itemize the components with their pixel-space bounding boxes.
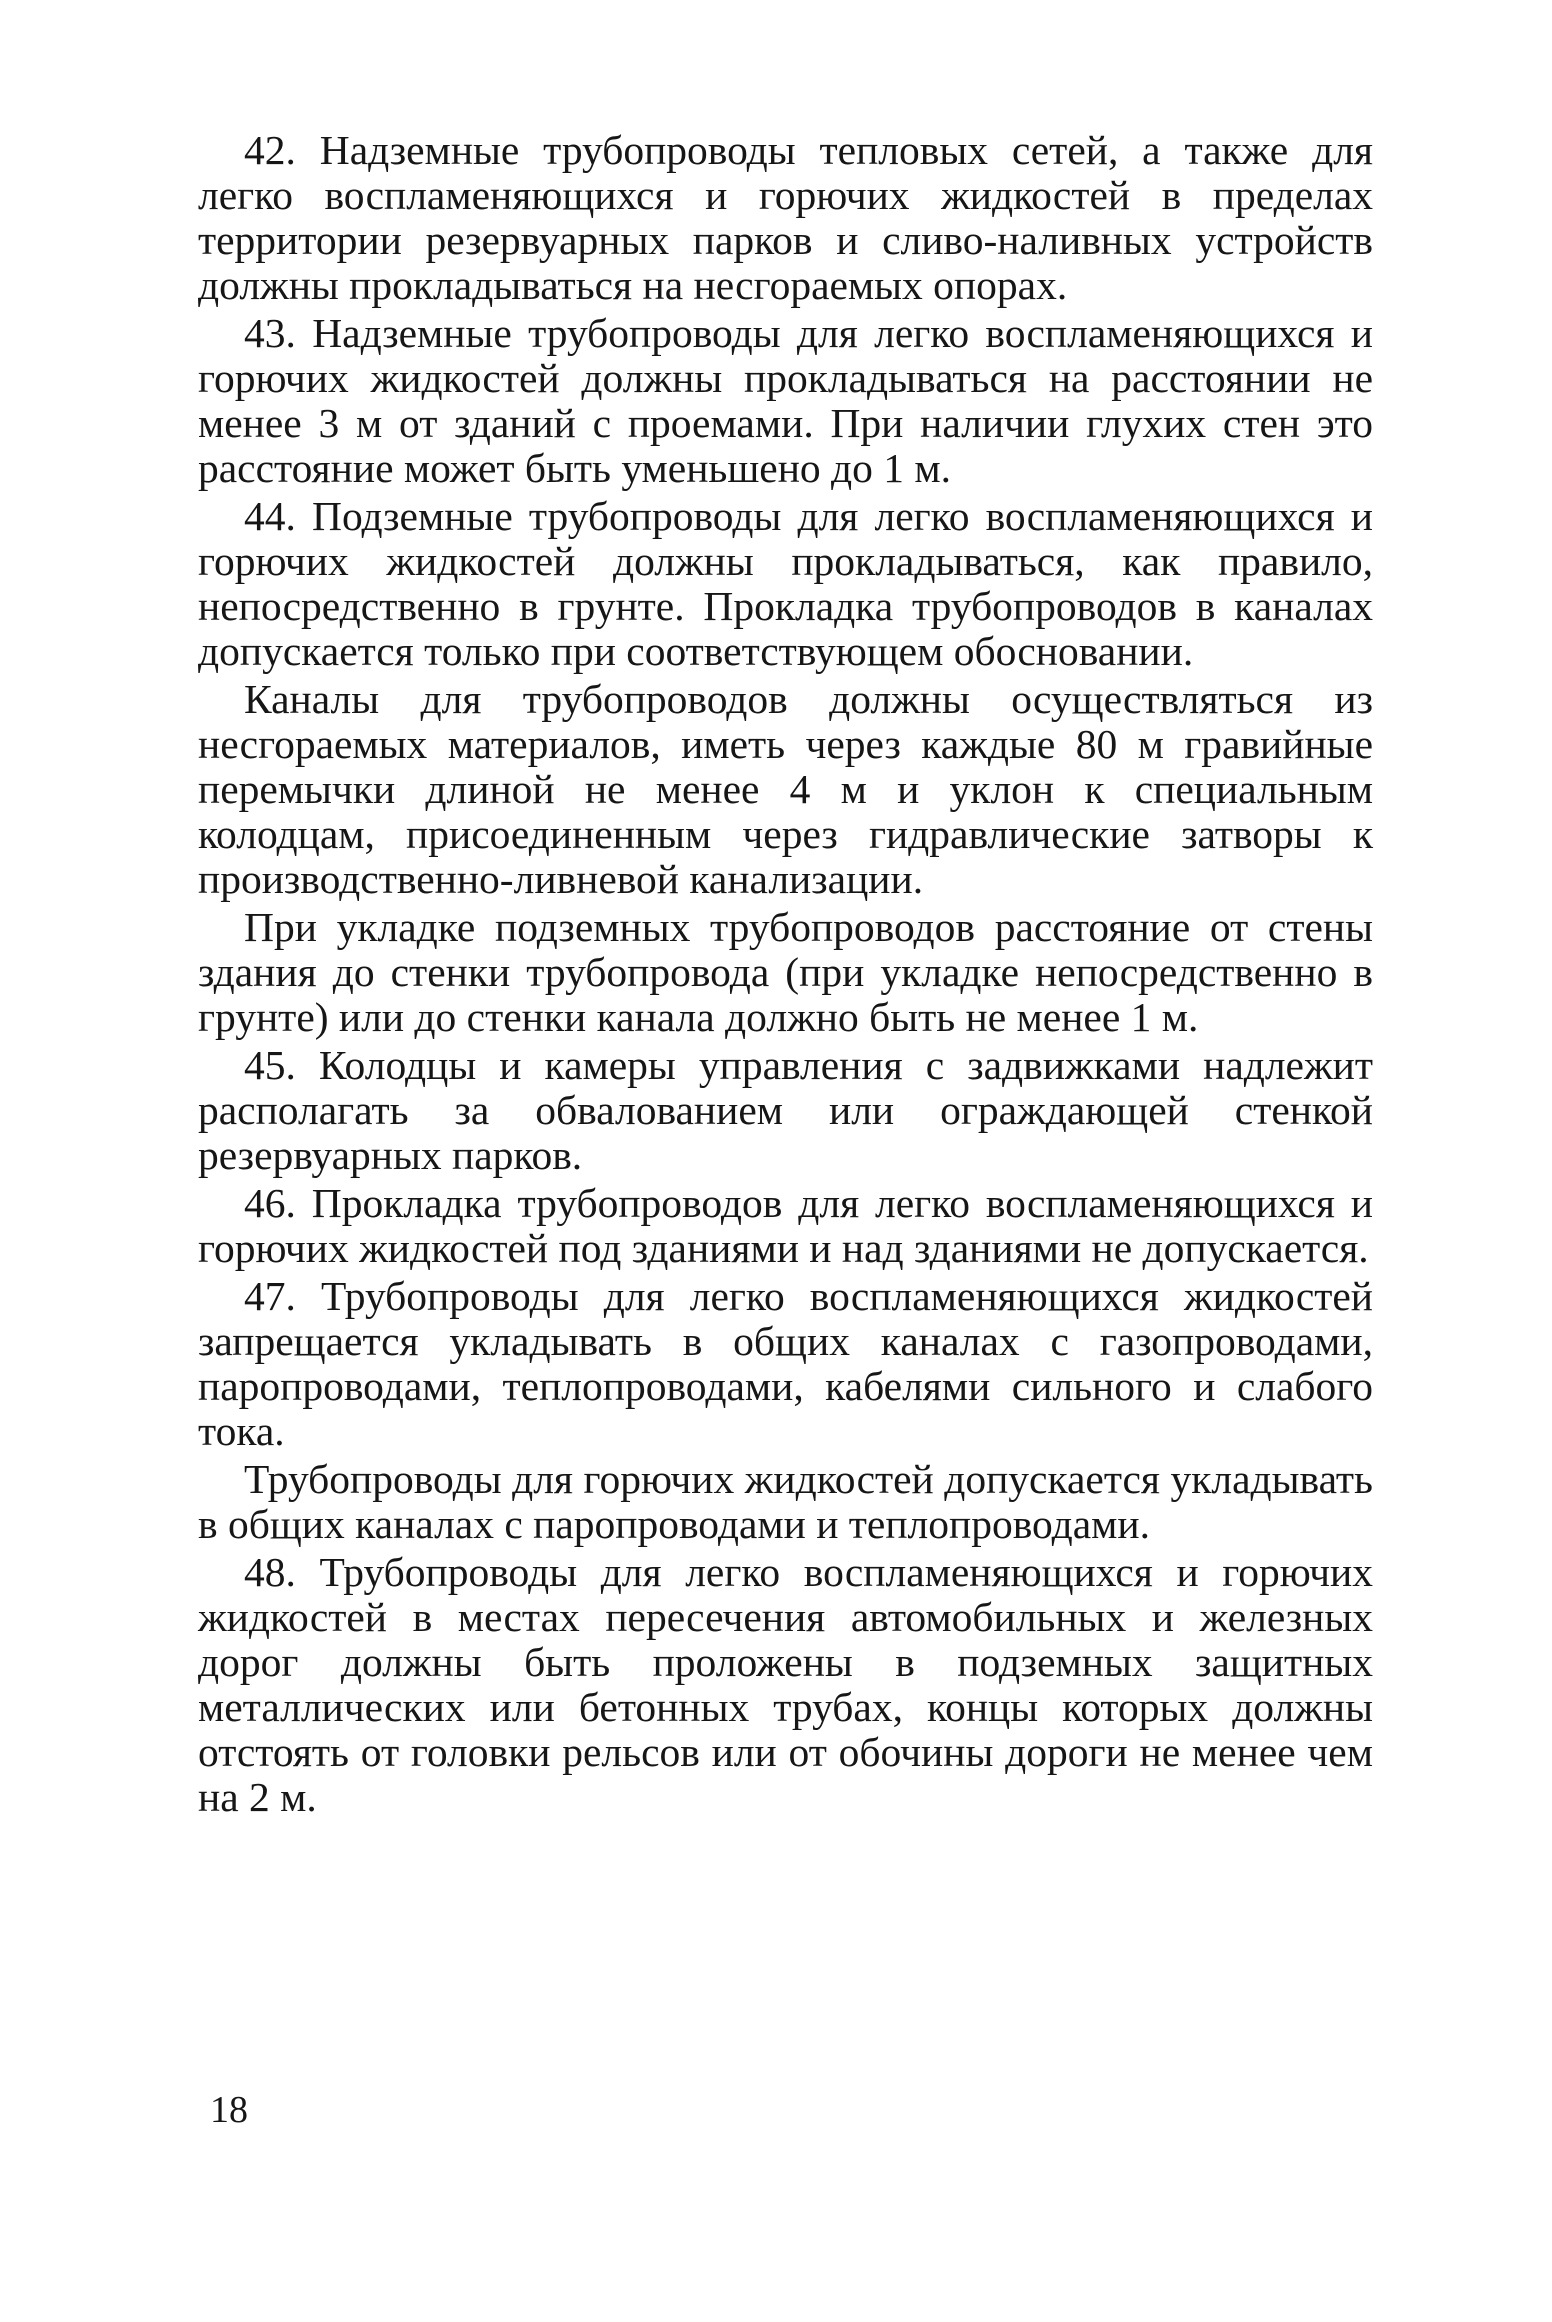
paragraph-combustible-liquids: Трубопроводы для горючих жидкостей допускается укладывать в общих каналах с паропроводами и теплопроводами. xyxy=(198,1456,1373,1547)
paragraph-47: 47. Трубопроводы для легко воспламеняющихся жидкостей запрещается укладывать в общих каналах с газопроводами, паропроводами, теплопроводами, кабелями сильного и слабого тока. xyxy=(198,1273,1373,1454)
paragraph-42: 42. Надземные трубопроводы тепловых сетей, а также для легко воспламеняющихся и горючих жидкостей в пределах территории резервуарных парков и сливо-наливных устройств должны прокладываться на несгораемых опорах. xyxy=(198,127,1373,308)
paragraph-underground-distance: При укладке подземных трубопроводов расстояние от стены здания до стенки трубопровода (при укладке непосредственно в грунте) или до стенки канала должно быть не менее 1 м. xyxy=(198,904,1373,1040)
paragraph-48: 48. Трубопроводы для легко воспламеняющихся и горючих жидкостей в местах пересечения автомобильных и железных дорог должны быть проложены в подземных защитных металлических или бетонных трубах, концы которых должны отстоять от головки рельсов или от обочины дороги не менее чем на 2 м. xyxy=(198,1549,1373,1820)
paragraph-43: 43. Надземные трубопроводы для легко воспламеняющихся и горючих жидкостей должны прокладываться на расстоянии не менее 3 м от зданий с проемами. При наличии глухих стен это расстояние может быть уменьшено до 1 м. xyxy=(198,310,1373,491)
paragraph-45: 45. Колодцы и камеры управления с задвижками надлежит располагать за обвалованием или ограждающей стенкой резервуарных парков. xyxy=(198,1042,1373,1178)
page-number: 18 xyxy=(210,2089,248,2131)
paragraph-44: 44. Подземные трубопроводы для легко воспламеняющихся и горючих жидкостей должны прокладываться, как правило, непосредственно в грунте. Прокладка трубопроводов в каналах допускается только при соответствующем обосновании. xyxy=(198,493,1373,674)
body-text xyxy=(198,128,1373,1820)
paragraph-channels: Каналы для трубопроводов должны осуществляться из несгораемых материалов, иметь через каждые 80 м гравийные перемычки длиной не менее 4 м и уклон к специальным колодцам, присоединенным через гидравлические затворы к производственно-ливневой канализации. xyxy=(198,676,1373,902)
paragraph-46: 46. Прокладка трубопроводов для легко воспламеняющихся и горючих жидкостей под зданиями и над зданиями не допускается. xyxy=(198,1180,1373,1271)
